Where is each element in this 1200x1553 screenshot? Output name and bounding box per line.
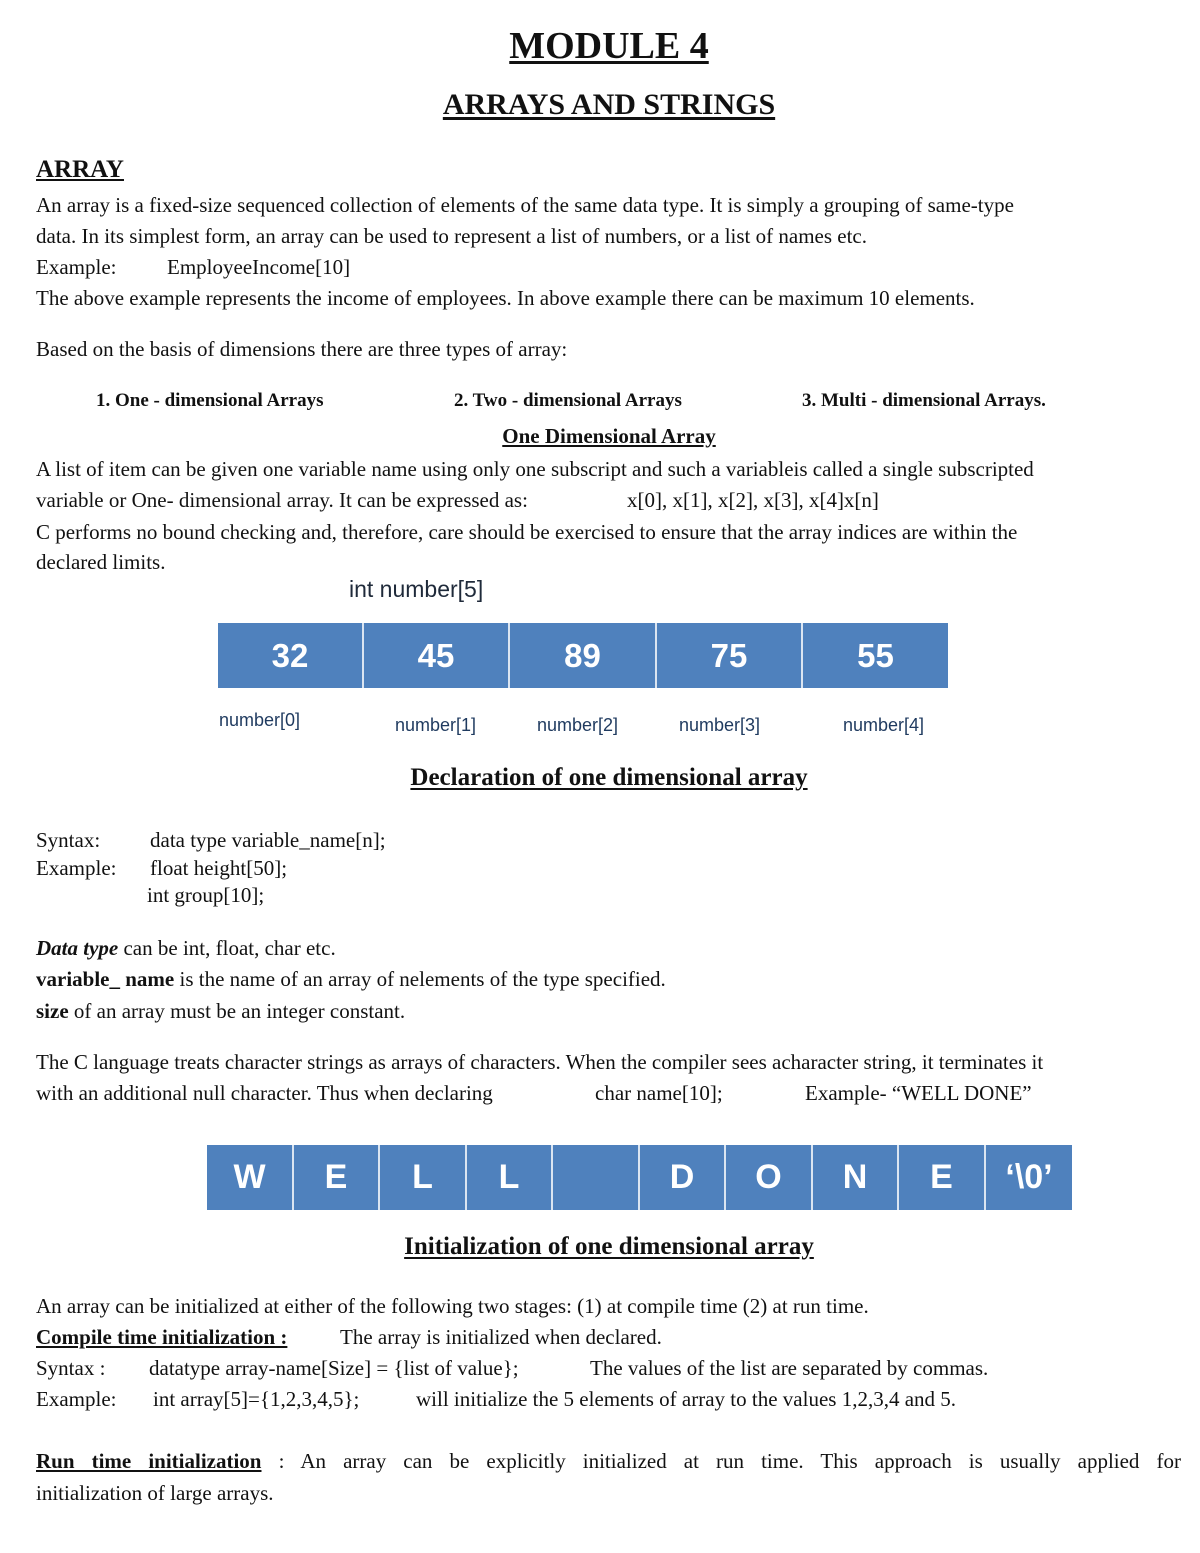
decl-example-line2: int group[10]; <box>147 883 265 907</box>
number-index-label: number[1] <box>395 715 477 735</box>
init-runtime-term: Run time initialization <box>36 1449 262 1473</box>
decl-syntax-value: data type variable_name[n]; <box>150 828 386 852</box>
init-syntax-label: Syntax : <box>36 1356 106 1380</box>
one-dim-line2a: variable or One- dimensional array. It can be expressed as: <box>36 488 528 512</box>
array-example-value: EmployeeIncome[10] <box>167 255 351 279</box>
one-dim-line1: A list of item can be given one variable name using only one subscript and such a variableis called a single subscripted <box>36 457 1034 481</box>
declaration-heading: Declaration of one dimensional array <box>410 764 808 791</box>
strings-line2a: with an additional null character. Thus when declaring <box>36 1081 493 1105</box>
string-cell: N <box>813 1145 899 1210</box>
number-index-label: number[0] <box>219 710 301 730</box>
string-cell: E <box>899 1145 986 1210</box>
string-cell: ‘\0’ <box>986 1145 1072 1210</box>
module-subtitle: ARRAYS AND STRINGS <box>442 88 776 121</box>
array-para2: The above example represents the income of employees. In above example there can be maximum 10 elements. <box>36 286 975 310</box>
initialization-heading: Initialization of one dimensional array <box>404 1233 814 1260</box>
strings-line2b: char name[10]; <box>595 1081 723 1105</box>
strings-line2c: Example- “WELL DONE” <box>805 1081 1032 1105</box>
init-example-value: int array[5]={1,2,3,4,5}; <box>153 1387 360 1411</box>
array-types-intro: Based on the basis of dimensions there are three types of array: <box>36 337 568 361</box>
decl-size-term: size <box>36 999 69 1023</box>
array-heading: ARRAY <box>36 156 124 183</box>
number-cell: 45 <box>364 623 510 688</box>
init-syntax-note: The values of the list are separated by commas. <box>590 1356 989 1380</box>
number-index-label: number[4] <box>843 715 925 735</box>
number-index-label: number[2] <box>537 715 619 735</box>
array-example-label: Example: <box>36 255 117 279</box>
number-index-label: number[3] <box>679 715 761 735</box>
decl-size-text: of an array must be an integer constant. <box>68 999 406 1023</box>
one-dim-heading: One Dimensional Array <box>502 424 716 448</box>
init-compile-term: Compile time initialization : <box>36 1325 288 1349</box>
one-dim-line4: declared limits. <box>36 550 166 574</box>
decl-varname-term: variable_ name <box>36 967 175 991</box>
array-type-3: 3. Multi - dimensional Arrays. <box>802 390 1046 411</box>
number-cell: 75 <box>657 623 803 688</box>
string-cell: L <box>467 1145 553 1210</box>
decl-syntax-label: Syntax: <box>36 828 101 852</box>
init-intro: An array can be initialized at either of the following two stages: (1) at compile time (2) at run time. <box>36 1294 869 1318</box>
decl-size-line <box>36 996 405 1027</box>
decl-datatype-text: can be int, float, char etc. <box>118 936 336 960</box>
one-dim-line3: C performs no bound checking and, therefore, care should be exercised to ensure that the array indices are within the <box>36 520 1018 544</box>
decl-datatype-line <box>36 933 336 964</box>
module-title: MODULE 4 <box>509 25 709 67</box>
string-array-cells <box>207 1145 1072 1210</box>
decl-example-label: Example: <box>36 856 117 880</box>
number-cell: 55 <box>803 623 948 688</box>
decl-varname-line <box>36 964 666 995</box>
string-cell <box>553 1145 640 1210</box>
decl-varname-text: is the name of an array of nelements of the type specified. <box>174 967 666 991</box>
decl-datatype-term: Data type <box>36 936 119 960</box>
init-compile-line <box>36 1322 287 1353</box>
string-cell: W <box>207 1145 294 1210</box>
init-runtime-line2: initialization of large arrays. <box>36 1481 274 1505</box>
init-runtime-line <box>36 1446 1181 1477</box>
one-dim-line2b: x[0], x[1], x[2], x[3], x[4]x[n] <box>627 488 879 512</box>
init-runtime-text: : An array can be explicitly initialized at run time. This approach is usually applied for <box>261 1449 1181 1473</box>
init-compile-text: The array is initialized when declared. <box>340 1325 662 1349</box>
string-cell: O <box>726 1145 813 1210</box>
number-cell: 32 <box>218 623 364 688</box>
init-example-note: will initialize the 5 elements of array to the values 1,2,3,4 and 5. <box>416 1387 957 1411</box>
array-type-2: 2. Two - dimensional Arrays <box>454 390 682 411</box>
array-para1-line2: data. In its simplest form, an array can be used to represent a list of numbers, or a list of names etc. <box>36 224 867 248</box>
decl-example-line1: float height[50]; <box>150 856 288 880</box>
number-figure-label: int number[5] <box>349 576 484 602</box>
init-syntax-value: datatype array-name[Size] = {list of value}; <box>149 1356 519 1380</box>
number-array-cells <box>218 623 948 688</box>
string-cell: L <box>380 1145 467 1210</box>
array-type-1: 1. One - dimensional Arrays <box>96 390 324 411</box>
string-cell: D <box>640 1145 726 1210</box>
strings-line1: The C language treats character strings as arrays of characters. When the compiler sees acharacter string, it terminates it <box>36 1050 1044 1074</box>
string-cell: E <box>294 1145 380 1210</box>
init-example-label: Example: <box>36 1387 117 1411</box>
number-cell: 89 <box>510 623 657 688</box>
array-para1-line1: An array is a fixed-size sequenced collection of elements of the same data type. It is simply a grouping of same-type <box>36 193 1014 217</box>
